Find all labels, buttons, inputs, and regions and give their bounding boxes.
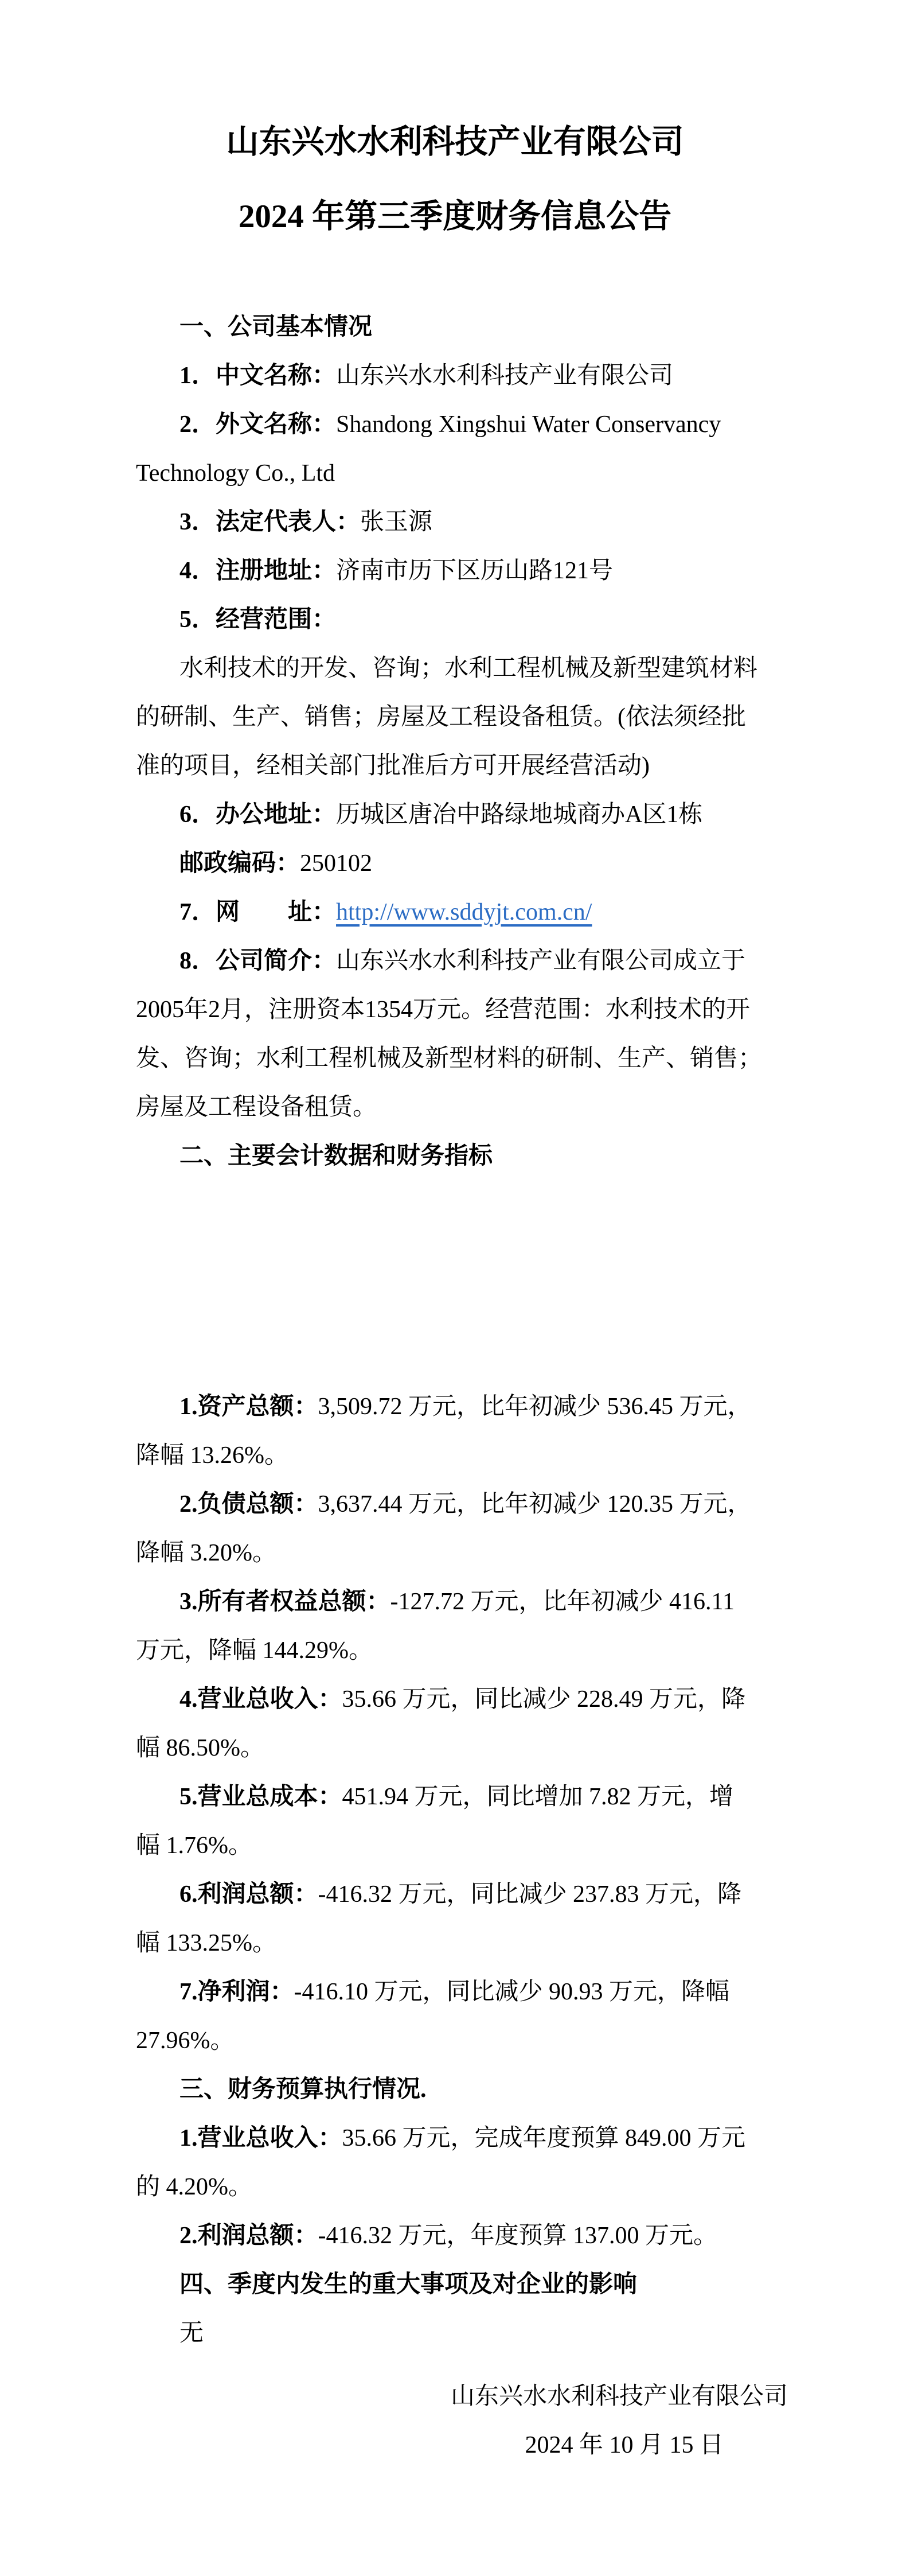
field-value: 张玉源: [360, 509, 433, 535]
field-value: 3,637.44 万元，比年初减少 120.35 万元，: [318, 1491, 752, 1517]
field-label: 一、公司基本情况: [179, 314, 373, 340]
budget-revenue: [136, 2114, 910, 2163]
item-total-assets: [136, 1383, 910, 1431]
item-foreign-name: [136, 400, 910, 449]
footer-date: 2024 年 10 月 15 日: [525, 2432, 724, 2458]
field-value: 250102: [300, 850, 373, 877]
item-foreign-name-wrap: [136, 449, 910, 498]
field-value: 幅 133.25%。: [136, 1930, 276, 1956]
field-label: 1.营业总收入：: [179, 2125, 342, 2151]
field-label: 2.利润总额：: [179, 2223, 318, 2249]
website-link[interactable]: http://www.sddyjt.com.cn/: [336, 899, 592, 925]
item-chinese-name: [136, 352, 910, 400]
item-total-liabilities: [136, 1480, 910, 1529]
item-total-assets-wrap: [136, 1431, 910, 1480]
business-scope-text: [136, 693, 910, 742]
doc-title-report: 2024 年第三季度财务信息公告: [238, 199, 672, 235]
field-label: 3．法定代表人：: [179, 509, 361, 535]
field-value: -416.10 万元，同比减少 90.93 万元，降幅: [294, 1979, 730, 2005]
field-label: 2.负债总额：: [179, 1491, 318, 1517]
item-total-profit: [136, 1870, 910, 1919]
field-value: 幅 1.76%。: [136, 1832, 252, 1859]
field-label: 4．注册地址：: [179, 558, 337, 584]
field-label: 6.利润总额：: [179, 1881, 318, 1908]
field-value: 35.66 万元，同比减少 228.49 万元，降: [342, 1686, 746, 1713]
item-total-revenue-wrap: [136, 1724, 910, 1773]
field-label: 8．公司简介：: [179, 948, 337, 974]
business-scope-text: [136, 742, 910, 791]
field-label: 四、季度内发生的重大事项及对企业的影响: [179, 2271, 638, 2298]
item-net-profit: [136, 1968, 910, 2017]
field-value: Technology Co., Ltd: [136, 460, 335, 487]
field-value: 山东兴水水利科技产业有限公司成立于: [336, 948, 746, 974]
field-value: 发、咨询；水利工程机械及新型材料的研制、生产、销售；: [136, 1045, 763, 1072]
doc-title-company: 山东兴水水利科技产业有限公司: [226, 124, 684, 160]
item-postal-code: [136, 839, 910, 888]
field-value: -127.72 万元，比年初减少 416.11: [390, 1589, 735, 1615]
field-label: 三、财务预算执行情况.: [179, 2076, 427, 2103]
field-label: 7．网 址：: [179, 899, 337, 925]
field-value: 无: [179, 2320, 204, 2347]
field-label: 1．中文名称：: [179, 363, 337, 389]
footer-company-signature: 山东兴水水利科技产业有限公司: [450, 2383, 788, 2410]
item-legal-representative: [136, 498, 910, 547]
field-label: 1.资产总额：: [179, 1394, 318, 1420]
field-value: -416.32 万元，年度预算 137.00 万元。: [318, 2223, 718, 2249]
field-label: 5.营业总成本：: [179, 1784, 342, 1810]
field-label: 邮政编码：: [179, 850, 300, 877]
field-label: 4.营业总收入：: [179, 1686, 342, 1713]
item-owners-equity-wrap: [136, 1626, 910, 1675]
document-body: [0, 237, 910, 2358]
field-value: 降幅 13.26%。: [136, 1442, 288, 1469]
field-value: 准的项目，经相关部门批准后方可开展经营活动): [136, 753, 650, 779]
item-total-revenue: [136, 1675, 910, 1724]
field-value: 的研制、生产、销售；房屋及工程设备租赁。(依法须经批: [136, 704, 746, 730]
item-total-cost-wrap: [136, 1822, 910, 1870]
company-profile-text: [136, 1083, 910, 1132]
field-value: 历城区唐冶中路绿地城商办A区1栋: [336, 801, 703, 828]
field-label: 2．外文名称：: [179, 411, 337, 438]
field-value: 水利技术的开发、咨询；水利工程机械及新型建筑材料: [179, 655, 758, 682]
budget-revenue-wrap: [136, 2163, 910, 2212]
field-value: 幅 86.50%。: [136, 1735, 264, 1761]
field-value: -416.32 万元，同比减少 237.83 万元，降: [318, 1881, 742, 1908]
field-value: 2005年2月，注册资本1354万元。经营范围：水利技术的开: [136, 997, 751, 1023]
field-label: 5．经营范围：: [179, 606, 337, 633]
section-heading-2: [136, 1132, 910, 1181]
section-heading-4: [136, 2260, 910, 2309]
field-value: 降幅 3.20%。: [136, 1540, 276, 1566]
item-registered-address: [136, 547, 910, 596]
item-website: [136, 888, 910, 937]
field-label: 6．办公地址：: [179, 801, 337, 828]
section-heading-1: [136, 303, 910, 352]
field-value: 山东兴水水利科技产业有限公司: [336, 363, 674, 389]
field-value: 3,509.72 万元，比年初减少 536.45 万元，: [318, 1394, 752, 1420]
field-label: 7.净利润：: [179, 1979, 294, 2005]
budget-profit: [136, 2212, 910, 2260]
field-value: 27.96%。: [136, 2028, 235, 2054]
field-value: 35.66 万元，完成年度预算 849.00 万元: [342, 2125, 746, 2151]
section-heading-3: [136, 2065, 910, 2114]
item-total-cost: [136, 1773, 910, 1822]
item-total-liabilities-wrap: [136, 1529, 910, 1578]
item-net-profit-wrap: [136, 2017, 910, 2065]
item-business-scope-label: [136, 596, 910, 644]
field-label: 3.所有者权益总额：: [179, 1589, 390, 1615]
business-scope-text: [136, 644, 910, 693]
field-label: 二、主要会计数据和财务指标: [179, 1143, 493, 1169]
company-profile-text: [136, 986, 910, 1034]
company-profile-text: [136, 1034, 910, 1083]
major-events-none: [136, 2309, 910, 2358]
field-value: 451.94 万元，同比增加 7.82 万元，增: [342, 1784, 734, 1810]
item-company-profile: [136, 937, 910, 986]
field-value: 房屋及工程设备租赁。: [136, 1094, 377, 1120]
field-value: Shandong Xingshui Water Conservancy: [336, 411, 721, 438]
field-value: 的 4.20%。: [136, 2174, 252, 2200]
field-value: 济南市历下区历山路121号: [336, 558, 614, 584]
item-owners-equity: [136, 1578, 910, 1626]
field-value: 万元，降幅 144.29%。: [136, 1637, 373, 1664]
item-total-profit-wrap: [136, 1919, 910, 1968]
blank-gap: [0, 1181, 910, 1383]
item-office-address: [136, 791, 910, 839]
